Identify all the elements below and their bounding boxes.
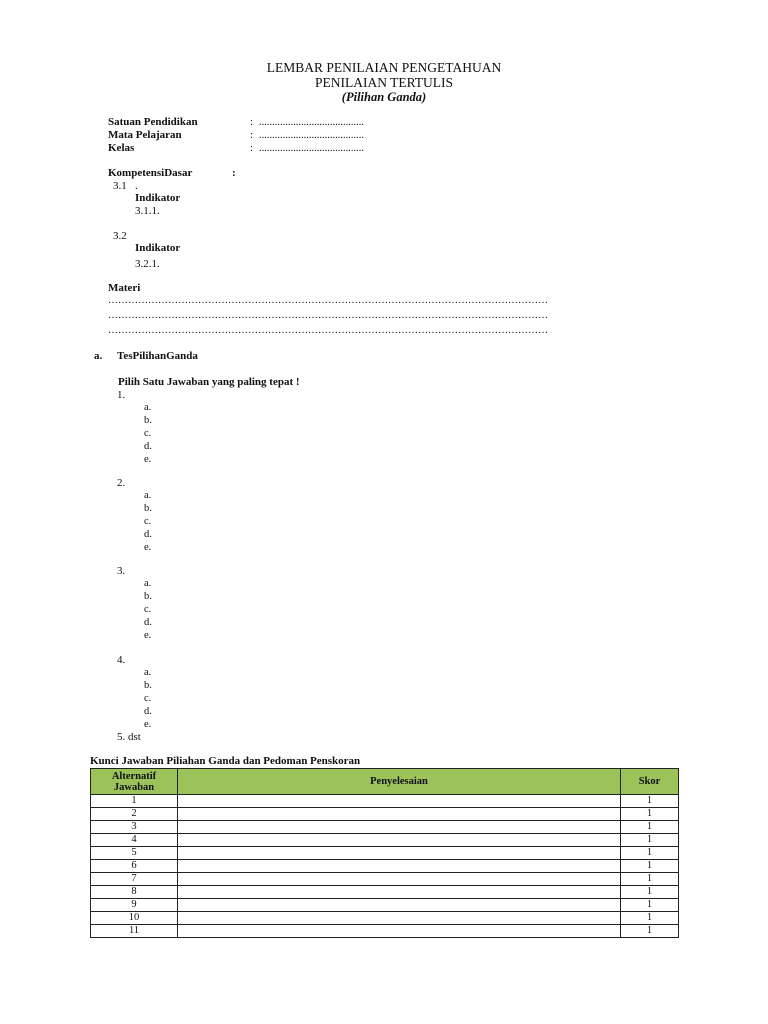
- solution-cell[interactable]: [178, 925, 621, 938]
- subject-field[interactable]: ........................................: [259, 130, 364, 141]
- score-cell: 1: [621, 925, 679, 938]
- option-label: a.: [144, 667, 152, 678]
- indicator-value: 3.2.1.: [135, 258, 160, 270]
- table-row: [91, 886, 679, 899]
- alt-cell: 9: [91, 899, 178, 912]
- class-colon: :: [250, 142, 254, 154]
- alt-cell: 11: [91, 925, 178, 938]
- alt-cell: 5: [91, 847, 178, 860]
- document-title: LEMBAR PENILAIAN PENGETAHUAN: [266, 60, 502, 75]
- question-number: 1.: [117, 389, 126, 401]
- option-label: c.: [144, 604, 152, 615]
- materi-line[interactable]: ……………………………………………………………………………………………………………………: [108, 325, 548, 336]
- option-label: c.: [144, 516, 152, 527]
- school-field[interactable]: ........................................: [259, 117, 364, 128]
- alt-cell: 4: [91, 834, 178, 847]
- column-header: Skor: [621, 769, 679, 795]
- option-label: a.: [144, 402, 152, 413]
- option-label: d.: [144, 529, 152, 540]
- alt-cell: 8: [91, 886, 178, 899]
- solution-cell[interactable]: [178, 795, 621, 808]
- question-number: 2.: [117, 477, 126, 489]
- solution-cell[interactable]: [178, 912, 621, 925]
- option-label: a.: [144, 578, 152, 589]
- option-label: d.: [144, 617, 152, 628]
- document-type: (Pilihan Ganda): [341, 90, 427, 104]
- subject-label: Mata Pelajaran: [108, 129, 182, 141]
- table-row: [91, 847, 679, 860]
- table-row: [91, 899, 679, 912]
- document-subtitle: PENILAIAN TERTULIS: [314, 75, 454, 90]
- option-label: e.: [144, 454, 152, 465]
- option-label: e.: [144, 630, 152, 641]
- score-cell: 1: [621, 899, 679, 912]
- score-cell: 1: [621, 847, 679, 860]
- solution-cell[interactable]: [178, 808, 621, 821]
- option-label: d.: [144, 706, 152, 717]
- alt-cell: 10: [91, 912, 178, 925]
- materi-line[interactable]: ……………………………………………………………………………………………………………………: [108, 310, 548, 321]
- solution-cell[interactable]: [178, 899, 621, 912]
- score-cell: 1: [621, 873, 679, 886]
- alt-cell: 3: [91, 821, 178, 834]
- materi-label: Materi: [108, 282, 141, 294]
- score-cell: 1: [621, 860, 679, 873]
- section-title: TesPilihanGanda: [117, 350, 198, 362]
- table-row: [91, 795, 679, 808]
- solution-cell[interactable]: [178, 834, 621, 847]
- option-label: c.: [144, 693, 152, 704]
- class-label: Kelas: [108, 142, 135, 154]
- solution-cell[interactable]: [178, 873, 621, 886]
- option-label: e.: [144, 719, 152, 730]
- question-number: 5. dst: [117, 731, 141, 743]
- alt-cell: 2: [91, 808, 178, 821]
- alt-cell: 1: [91, 795, 178, 808]
- alt-cell: 7: [91, 873, 178, 886]
- section-marker: a.: [94, 350, 103, 362]
- option-label: b.: [144, 591, 152, 602]
- school-label: Satuan Pendidikan: [108, 116, 198, 128]
- class-field[interactable]: ........................................: [259, 143, 364, 154]
- kd-label: KompetensiDasar: [108, 167, 193, 179]
- table-row: [91, 834, 679, 847]
- indicator-label: Indikator: [135, 242, 181, 254]
- score-cell: 1: [621, 795, 679, 808]
- option-label: c.: [144, 428, 152, 439]
- option-label: b.: [144, 503, 152, 514]
- solution-cell[interactable]: [178, 860, 621, 873]
- solution-cell[interactable]: [178, 886, 621, 899]
- table-header-row: [91, 769, 679, 795]
- question-number: 3.: [117, 565, 126, 577]
- instruction-text: Pilih Satu Jawaban yang paling tepat !: [118, 376, 300, 388]
- answer-key-table: [90, 768, 679, 938]
- school-colon: :: [250, 116, 254, 128]
- alt-cell: 6: [91, 860, 178, 873]
- answer-key-title: Kunci Jawaban Piliahan Ganda dan Pedoman Penskoran: [90, 755, 361, 767]
- kd-item-suffix: .: [135, 180, 138, 192]
- solution-cell[interactable]: [178, 847, 621, 860]
- subject-colon: :: [250, 129, 254, 141]
- table-row: [91, 808, 679, 821]
- option-label: b.: [144, 680, 152, 691]
- solution-cell[interactable]: [178, 821, 621, 834]
- indicator-value: 3.1.1.: [135, 205, 160, 217]
- score-cell: 1: [621, 834, 679, 847]
- table-row: [91, 860, 679, 873]
- score-cell: 1: [621, 821, 679, 834]
- materi-line[interactable]: ……………………………………………………………………………………………………………………: [108, 295, 548, 306]
- option-label: a.: [144, 490, 152, 501]
- option-label: e.: [144, 542, 152, 553]
- score-cell: 1: [621, 808, 679, 821]
- kd-item-number: 3.1: [113, 180, 127, 192]
- score-cell: 1: [621, 912, 679, 925]
- option-label: d.: [144, 441, 152, 452]
- table-row: [91, 873, 679, 886]
- table-row: [91, 912, 679, 925]
- question-number: 4.: [117, 654, 126, 666]
- column-header: Alternatif Jawaban: [91, 769, 178, 795]
- option-label: b.: [144, 415, 152, 426]
- score-cell: 1: [621, 886, 679, 899]
- column-header: Penyelesaian: [178, 769, 621, 795]
- kd-item-number: 3.2: [113, 230, 127, 242]
- indicator-label: Indikator: [135, 192, 181, 204]
- table-row: [91, 821, 679, 834]
- kd-colon: :: [232, 167, 236, 179]
- table-row: [91, 925, 679, 938]
